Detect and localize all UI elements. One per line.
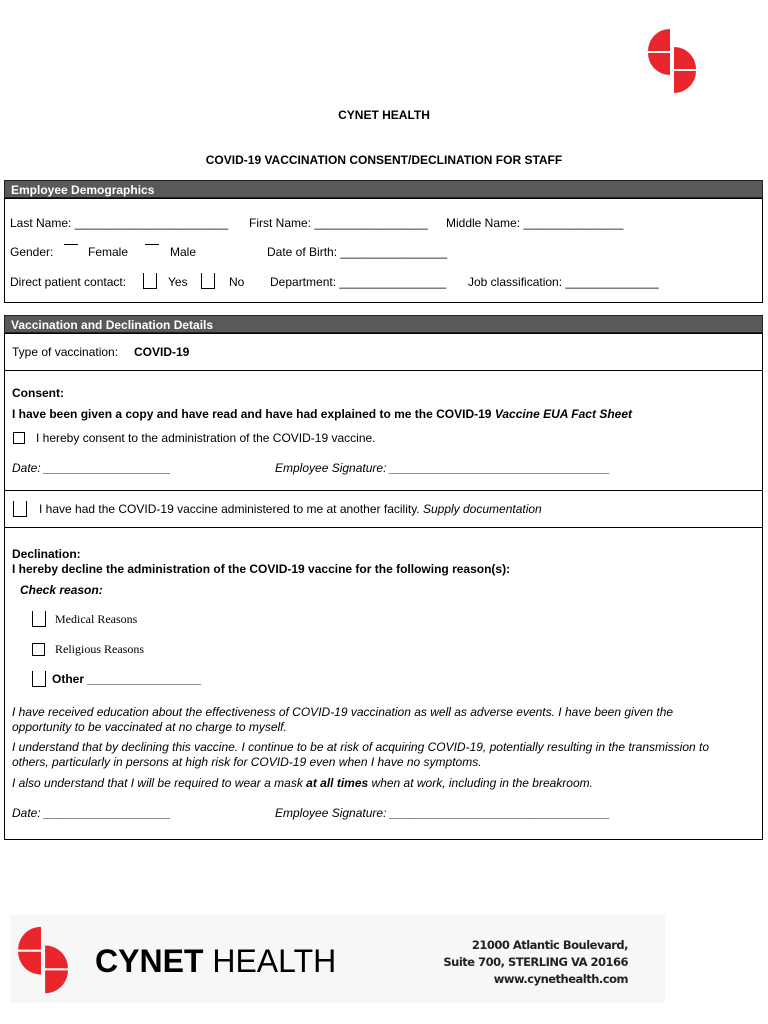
consent-statement-text: I have been given a copy and have read and have had explained to me the COVID-19 [12,407,495,421]
direct-contact-label: Direct patient contact: [10,275,127,289]
org-title: CYNET HEALTH [338,108,430,122]
direct-contact-yes-checkbox[interactable] [143,273,157,289]
consent-signature-field[interactable]: Employee Signature: _________________________________ [275,461,610,475]
gender-label: Gender: [10,245,54,259]
check-reason-label: Check reason: [20,583,103,597]
footer-address-line2: Suite 700, STERLING VA 20166 [443,955,628,969]
consent-statement [12,407,632,421]
last-name-field[interactable]: Last Name: _______________________ [10,216,229,230]
religious-reasons-label: Religious Reasons [55,642,144,656]
footer-address-line1: 21000 Atlantic Boulevard, [471,938,628,952]
footer-brand-light: HEALTH [212,943,337,979]
medical-reasons-label: Medical Reasons [55,612,138,626]
other-facility-checkbox[interactable] [13,501,27,517]
education-statement-line1: I have received education about the effectiveness of COVID-19 vaccination as well as adverse events. I have been given the [12,705,674,719]
divider [4,490,763,491]
female-checkbox[interactable] [64,244,78,245]
direct-contact-no-checkbox[interactable] [201,273,215,289]
declination-date-field[interactable]: Date: ___________________ [12,806,171,820]
consent-checkbox[interactable] [13,432,25,444]
education-statement-line2: opportunity to be vaccinated at no charge to myself. [12,720,287,734]
other-reason-line: _________________ [87,672,201,686]
cynet-footer-logo-icon [14,922,70,998]
footer-brand-bold: CYNET [95,943,204,979]
footer-brand [95,941,336,981]
direct-contact-no-label: No [229,275,245,289]
male-checkbox[interactable] [145,244,159,245]
risk-statement-line2: others, particularly in persons at high risk for COVID-19 even when I have no symptoms. [12,755,482,769]
risk-statement-line1: I understand that by declining this vaccine. I continue to be at risk of acquiring COVID-19, potentially resulting in the transmission to [12,740,710,754]
declination-statement: I hereby decline the administration of the COVID-19 vaccine for the following reason(s): [12,562,511,576]
footer-website[interactable]: www.cynethealth.com [493,972,628,986]
consent-heading: Consent: [12,386,64,400]
declination-signature-field[interactable]: Employee Signature: _________________________________ [275,806,610,820]
form-title: COVID-19 VACCINATION CONSENT/DECLINATION FOR STAFF [205,153,563,167]
cynet-logo-icon [644,27,698,95]
job-class-field[interactable]: Job classification: ______________ [468,275,659,289]
dob-field[interactable]: Date of Birth: ________________ [267,245,448,259]
middle-name-field[interactable]: Middle Name: _______________ [446,216,624,230]
mask-emphasis: at all times [306,776,369,790]
other-reason-checkbox[interactable] [32,671,46,687]
medical-reasons-checkbox[interactable] [32,611,46,627]
department-field[interactable]: Department: ________________ [270,275,447,289]
consent-date-field[interactable]: Date: ___________________ [12,461,171,475]
mask-text-pre: I also understand that I will be required to wear a mask [12,776,307,790]
consent-check-label: I hereby consent to the administration of the COVID-19 vaccine. [36,431,376,445]
direct-contact-yes-label: Yes [168,275,188,289]
declination-heading: Declination: [12,547,81,561]
supply-documentation-note: Supply documentation [422,502,542,516]
other-reason-field[interactable] [52,672,201,686]
other-reason-label: Other [52,672,85,686]
male-label: Male [170,245,197,259]
female-label: Female [88,245,129,259]
vaccine-type-value: COVID-19 [134,345,190,359]
mask-text-post: when at work, including in the breakroom. [368,776,593,790]
divider [4,370,763,371]
mask-statement [12,776,593,790]
vaccine-type-label: Type of vaccination: [12,345,119,359]
demographics-section-bar: Employee Demographics [4,180,763,198]
divider [4,527,763,528]
fact-sheet-reference: Vaccine EUA Fact Sheet [494,407,632,421]
religious-reasons-checkbox[interactable] [32,643,45,656]
other-facility-statement [39,502,542,516]
vaccination-section-bar: Vaccination and Declination Details [4,315,763,333]
first-name-field[interactable]: First Name: _________________ [249,216,428,230]
other-facility-text: I have had the COVID-19 vaccine administered to me at another facility. [39,502,420,516]
